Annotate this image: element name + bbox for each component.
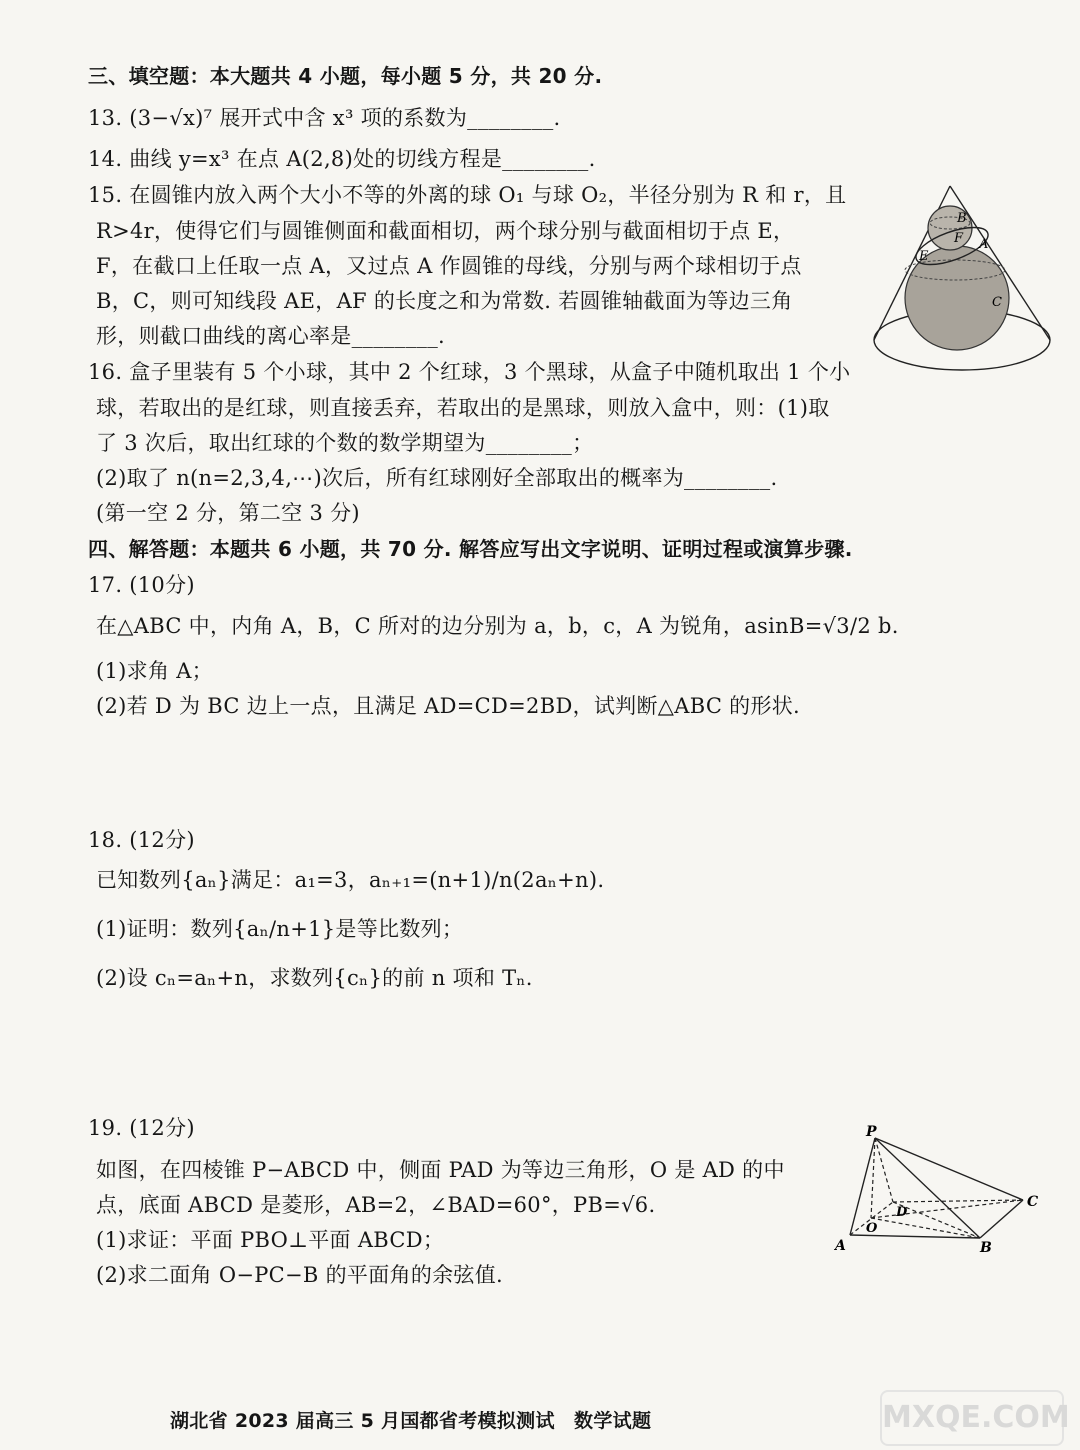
- q18-l2: (1)证明：数列{aₙ/n+1}是等比数列；: [96, 917, 464, 941]
- footer: 湖北省 2023 届高三 5 月国都省考模拟测试 数学试题: [170, 1410, 652, 1432]
- pyramid-label-c: C: [1027, 1194, 1039, 1210]
- q19-l2: 点，底面 ABCD 是菱形，AB=2，∠BAD=60°，PB=√6.: [96, 1193, 656, 1217]
- q15-l4: B，C，则可知线段 AE，AF 的长度之和为常数. 若圆锥轴截面为等边三角: [96, 289, 793, 313]
- q16-l5: (第一空 2 分，第二空 3 分): [96, 501, 360, 525]
- q15-l2: R>4r，使得它们与圆锥侧面和截面相切，两个球分别与截面相切于点 E，: [96, 219, 795, 243]
- q19-l1: 如图，在四棱锥 P−ABCD 中，侧面 PAD 为等边三角形，O 是 AD 的中: [96, 1158, 785, 1182]
- q16-l4: (2)取了 n(n=2,3,4,⋯)次后，所有红球刚好全部取出的概率为________.: [96, 466, 778, 490]
- q17-l3: (2)若 D 为 BC 边上一点，且满足 AD=CD=2BD，试判断△ABC 的形状.: [96, 694, 801, 718]
- section-3-heading: 三、填空题：本大题共 4 小题，每小题 5 分，共 20 分.: [88, 64, 603, 88]
- pyramid-label-a: A: [835, 1238, 846, 1254]
- q16-l1: 16. 盒子里装有 5 个小球，其中 2 个红球，3 个黑球，从盒子中随机取出 1 个小: [88, 360, 851, 384]
- pyramid-label-o: O: [866, 1221, 878, 1236]
- cone-label-c: C: [992, 295, 1002, 310]
- section-4-heading: 四、解答题：本题共 6 小题，共 70 分. 解答应写出文字说明、证明过程或演算步骤.: [88, 537, 853, 561]
- pyramid-figure: [830, 1120, 1050, 1260]
- q18-title: 18. (12分): [88, 828, 195, 852]
- q16-l2: 球，若取出的是红球，则直接丢弃，若取出的是黑球，则放入盒中，则：(1)取: [96, 396, 830, 420]
- cone-label-b: B: [957, 211, 967, 226]
- q19-title: 19. (12分): [88, 1116, 195, 1140]
- q14: 14. 曲线 y=x³ 在点 A(2,8)处的切线方程是________.: [88, 147, 596, 171]
- q19-l4: (2)求二面角 O−PC−B 的平面角的余弦值.: [96, 1263, 504, 1287]
- q15-l3: F，在截口上任取一点 A，又过点 A 作圆锥的母线，分别与两个球相切于点: [96, 254, 802, 278]
- pyramid-label-b: B: [980, 1240, 992, 1256]
- watermark-logo: MXQE.COM: [880, 1390, 1064, 1446]
- pyramid-label-d: D: [896, 1205, 908, 1220]
- q13: 13. (3−√x)⁷ 展开式中含 x³ 项的系数为________.: [88, 106, 561, 130]
- q15-l5: 形，则截口曲线的离心率是________.: [96, 324, 445, 348]
- cone-label-a: A: [979, 237, 989, 252]
- cone-label-f: F: [954, 231, 964, 246]
- q19-l3: (1)求证：平面 PBO⊥平面 ABCD；: [96, 1228, 445, 1252]
- q18-l3: (2)设 cₙ=aₙ+n，求数列{cₙ}的前 n 项和 Tₙ.: [96, 966, 533, 990]
- q18-l1: 已知数列{aₙ}满足：a₁=3，aₙ₊₁=(n+1)/n(2aₙ+n).: [96, 868, 605, 892]
- q17-l2: (1)求角 A；: [96, 659, 213, 683]
- cone-figure: [862, 176, 1062, 386]
- q15-l1: 15. 在圆锥内放入两个大小不等的外离的球 O₁ 与球 O₂，半径分别为 R 和 r，且: [88, 183, 847, 207]
- pyramid-label-p: P: [866, 1124, 877, 1140]
- q17-l1: 在△ABC 中，内角 A，B，C 所对的边分别为 a，b，c，A 为锐角，asinB=√3/2 b.: [96, 614, 899, 638]
- cone-label-e: E: [919, 249, 929, 264]
- q16-l3: 了 3 次后，取出红球的个数的数学期望为________；: [96, 431, 594, 455]
- q17-title: 17. (10分): [88, 573, 195, 597]
